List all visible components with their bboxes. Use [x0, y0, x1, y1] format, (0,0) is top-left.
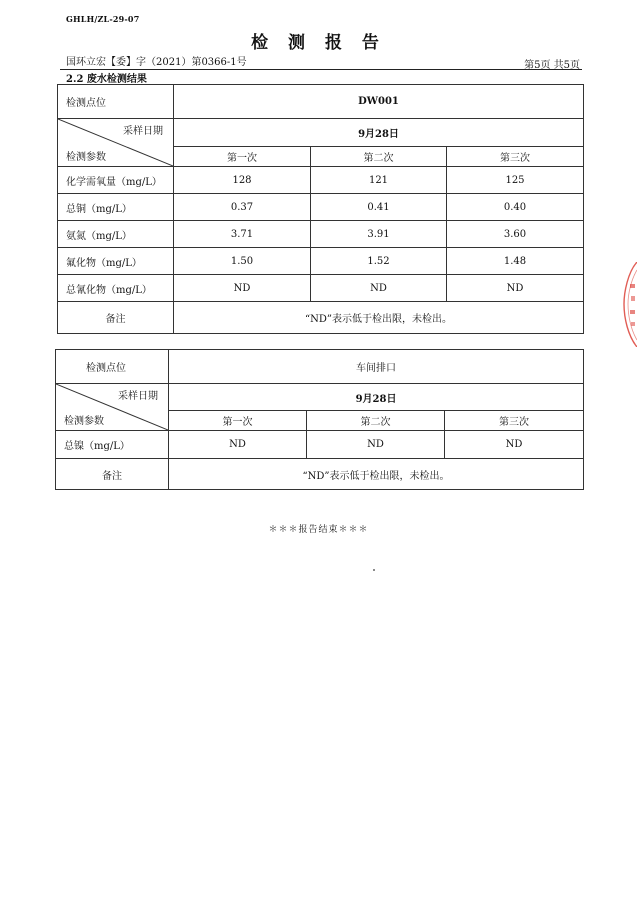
sampling-date-text: 9月28日 — [355, 393, 397, 405]
result-value: 0.41 — [311, 194, 447, 221]
result-value: 3.71 — [174, 221, 311, 248]
point-value — [174, 85, 584, 119]
sampling-date-label: 采样日期 — [118, 391, 158, 402]
report-end-marker: ＊＊＊报告结束＊＊＊ — [268, 525, 369, 535]
result-value: 0.40 — [447, 194, 584, 221]
remark-label: 备注 — [58, 302, 174, 334]
table-row — [58, 194, 584, 221]
date-row — [56, 384, 584, 411]
result-value: 3.91 — [311, 221, 447, 248]
time-header: 第一次 — [169, 411, 307, 431]
parameter-name: 氨氮（mg/L） — [58, 221, 174, 248]
sampling-date-value — [174, 119, 584, 147]
time-header: 第二次 — [311, 147, 447, 167]
diagonal-header-cell — [56, 384, 169, 431]
point-label: 检测点位 — [58, 85, 174, 119]
seal-stamp-fragment — [622, 262, 637, 347]
diagonal-header-cell — [58, 119, 174, 167]
remark-row — [56, 459, 584, 490]
remark-row — [58, 302, 584, 334]
result-value: 121 — [311, 167, 447, 194]
table-row — [58, 221, 584, 248]
result-value: 3.60 — [447, 221, 584, 248]
parameter-name: 总氰化物（mg/L） — [58, 275, 174, 302]
document-code: GHLH/ZL-29-07 — [66, 14, 140, 24]
report-title: 检 测 报 告 — [251, 33, 386, 53]
scan-speck — [373, 569, 375, 571]
parameter-name: 总镍（mg/L） — [56, 431, 169, 459]
sampling-date-label: 采样日期 — [123, 126, 163, 137]
result-value: ND — [447, 275, 584, 302]
result-value: 128 — [174, 167, 311, 194]
result-value: 0.37 — [174, 194, 311, 221]
result-value: ND — [174, 275, 311, 302]
time-header: 第三次 — [447, 147, 584, 167]
time-header: 第二次 — [307, 411, 445, 431]
table-row — [58, 248, 584, 275]
test-parameter-label: 检测参数 — [66, 152, 106, 163]
remark-text: “ND”表示低于检出限，未检出。 — [169, 459, 584, 490]
sampling-date-value — [169, 384, 584, 411]
table-row — [58, 275, 584, 302]
section-heading: 2.2 废水检测结果 — [66, 74, 147, 85]
result-value: ND — [445, 431, 584, 459]
result-value: ND — [169, 431, 307, 459]
parameter-name: 总铜（mg/L） — [58, 194, 174, 221]
result-value: ND — [311, 275, 447, 302]
result-value: 1.50 — [174, 248, 311, 275]
time-header: 第三次 — [445, 411, 584, 431]
point-value: 车间排口 — [169, 350, 584, 384]
result-value: 1.48 — [447, 248, 584, 275]
report-reference-number: 国环立宏【委】字（2021）第0366-1号 — [66, 57, 247, 68]
wastewater-results-table-dw001 — [57, 84, 584, 334]
point-label: 检测点位 — [56, 350, 169, 384]
remark-text: “ND”表示低于检出限，未检出。 — [174, 302, 584, 334]
point-row — [56, 350, 584, 384]
point-row — [58, 85, 584, 119]
parameter-name: 氟化物（mg/L） — [58, 248, 174, 275]
result-value: ND — [307, 431, 445, 459]
sampling-date-text: 9月28日 — [358, 129, 399, 140]
test-parameter-label: 检测参数 — [64, 416, 104, 427]
time-header: 第一次 — [174, 147, 311, 167]
result-value: 125 — [447, 167, 584, 194]
table-row — [58, 167, 584, 194]
page-number: 第5页 共5页 — [524, 60, 580, 71]
point-value-text: DW001 — [358, 96, 399, 107]
wastewater-results-table-workshop-outlet — [55, 349, 584, 490]
parameter-name: 化学需氧量（mg/L） — [58, 167, 174, 194]
date-row — [58, 119, 584, 147]
table-row — [56, 431, 584, 459]
result-value: 1.52 — [311, 248, 447, 275]
remark-label: 备注 — [56, 459, 169, 490]
